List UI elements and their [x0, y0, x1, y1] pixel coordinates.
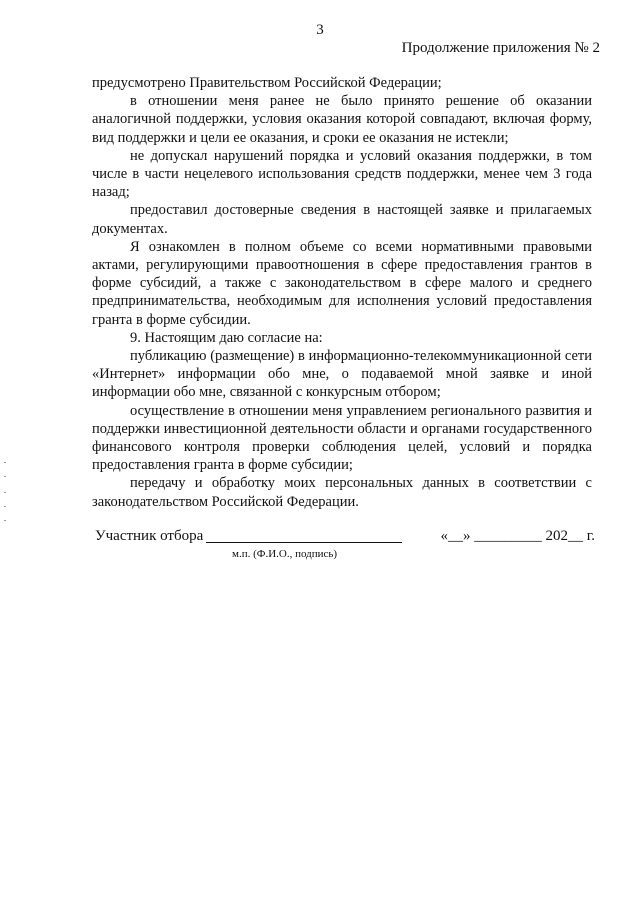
- paragraph-reliable-info: предоставил достоверные сведения в настоящей заявке и прилагаемых документах.: [92, 202, 592, 237]
- paragraph-acknowledgement: Я ознакомлен в полном объеме со всеми нормативными правовыми актами, регулирующими правоотношения в сфере предоставления грантов в форме субсидий, а также с законодательством в сфере малого и среднего предпринимательства, необходимым для исполнения условий предоставления гранта в форме субсидии.: [92, 238, 592, 328]
- paragraph-consent-inspection: осуществление в отношении меня управлением регионального развития и поддержки инвестиционной деятельности области и органами государственного финансового контроля проверки соблюдения целей, условий и порядка предоставления гранта в форме субсидии;: [92, 402, 592, 474]
- signature-date: «__» _________ 202__ г.: [440, 528, 595, 544]
- paragraph-continuation: предусмотрено Правительством Российской Федерации;: [92, 75, 442, 91]
- paragraph-no-prior-support: в отношении меня ранее не было принято решение об оказании аналогичной поддержки, условия оказания которой совпадают, включая форму, вид поддержки и цели ее оказания, и сроки ее оказания не истекли;: [92, 93, 592, 146]
- paragraph-no-violations: не допускал нарушений порядка и условий оказания поддержки, в том числе в части нецелевого использования средств поддержки, менее чем 3 года назад;: [92, 147, 592, 201]
- body-text: [92, 74, 592, 511]
- paragraph-consent-personal-data: передачу и обработку моих персональных данных в соответствии с законодательством Российской Федерации.: [92, 475, 592, 510]
- signature-label: Участник отбора: [95, 528, 204, 544]
- signature-caption: м.п. (Ф.И.О., подпись): [232, 548, 338, 560]
- paragraph-consent-publication: публикацию (размещение) в информационно-телекоммуникационной сети «Интернет» информации обо мне, о подаваемой мной заявке и иной информации обо мне, связанной с конкурсным отбором;: [92, 348, 592, 401]
- signature-row: [95, 528, 595, 550]
- signature-line: [206, 542, 402, 543]
- margin-scan-marks: [4, 462, 7, 522]
- appendix-note: Продолжение приложения № 2: [401, 40, 600, 56]
- paragraph-consent-heading: 9. Настоящим даю согласие на:: [130, 329, 323, 346]
- page-number: 3: [316, 22, 324, 38]
